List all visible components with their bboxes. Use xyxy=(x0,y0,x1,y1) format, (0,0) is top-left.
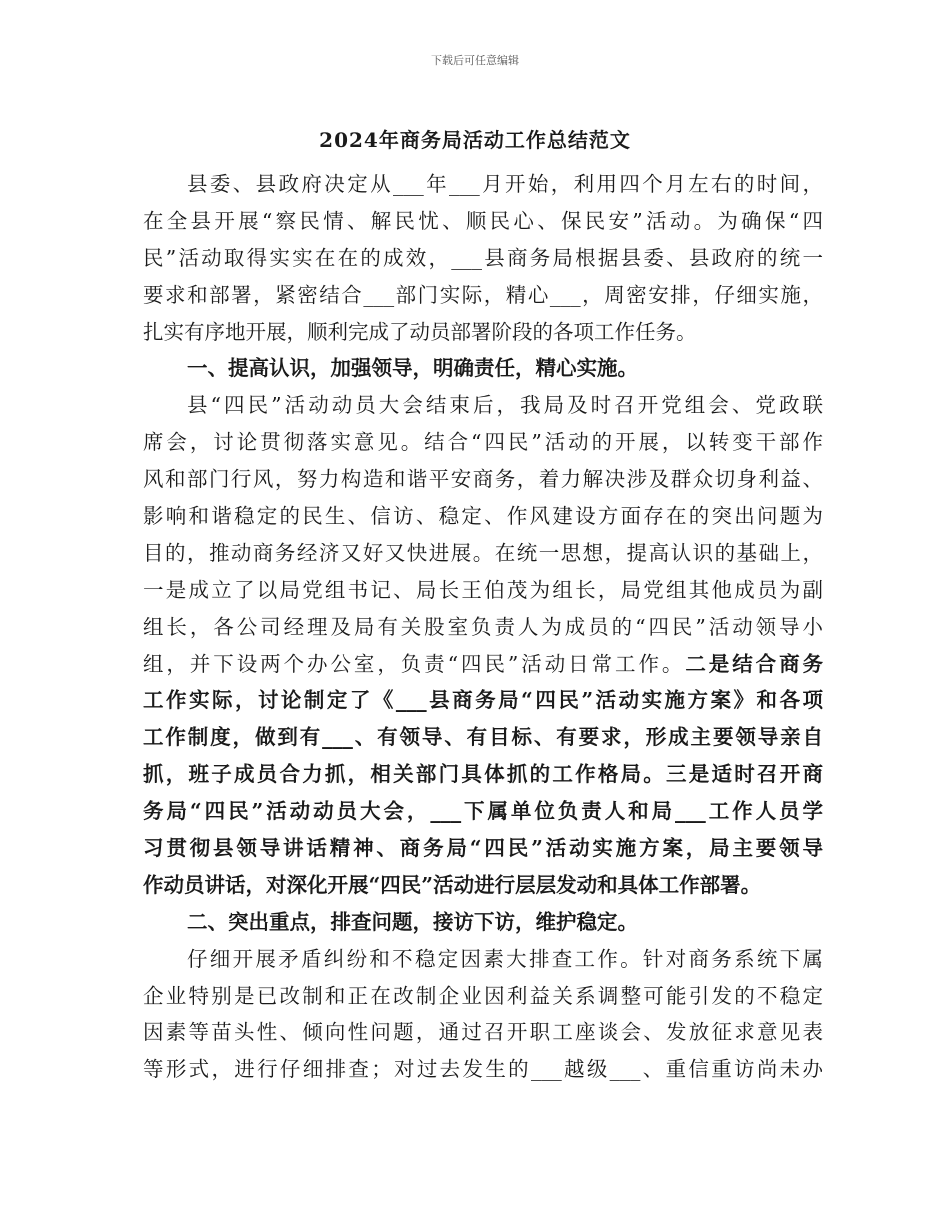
text-line xyxy=(143,978,823,1015)
text-line xyxy=(143,756,823,793)
bold-text-segment: 一、提高认识，加强领导，明确责任，精心实施。 xyxy=(187,356,638,381)
text-line xyxy=(143,350,823,387)
text-line xyxy=(143,904,823,941)
text-segment: 风和部门行风，努力构造和谐平安商务，着力解决涉及群众切身利益、 xyxy=(143,467,823,492)
bold-text-segment: 作动员讲话，对深化开展“四民”活动进行层层发动和具体工作部署。 xyxy=(143,872,762,897)
text-segment: 扎实有序地开展，顺利完成了动员部署阶段的各项工作任务。 xyxy=(143,319,697,344)
text-line xyxy=(143,719,823,756)
bold-text-segment: 习贯彻县领导讲话精神、商务局“四民”活动实施方案，局主要领导 xyxy=(143,836,823,861)
text-line xyxy=(143,646,823,683)
text-line xyxy=(143,793,823,830)
text-line xyxy=(143,830,823,867)
bold-text-segment: 二、突出重点，排查问题，接访下访，维护稳定。 xyxy=(187,909,638,934)
text-segment: 在全县开展“察民情、解民忧、顺民心、保民安”活动。为确保“四 xyxy=(143,208,823,233)
text-line xyxy=(143,1014,823,1051)
text-segment: 一是成立了以局党组书记、局长王伯茂为组长，局党组其他成员为副 xyxy=(143,577,823,602)
text-segment: 目的，推动商务经济又好又快进展。在统一思想，提高认识的基础上， xyxy=(143,540,823,565)
text-line xyxy=(143,682,823,719)
text-line xyxy=(143,166,823,203)
text-line xyxy=(143,867,823,904)
text-segment: 组，并下设两个办公室，负责“四民”活动日常工作。 xyxy=(143,651,686,676)
bold-text-segment: 工作制度，做到有___、有领导、有目标、有要求，形成主要领导亲自 xyxy=(143,725,823,750)
text-line xyxy=(143,498,823,535)
text-line xyxy=(143,609,823,646)
text-segment: 要求和部署，紧密结合___部门实际，精心___，周密安排，仔细实施， xyxy=(143,282,823,307)
bold-text-segment: 务局“四民”活动动员大会，___下属单位负责人和局___工作人员学 xyxy=(143,799,823,824)
text-line xyxy=(143,387,823,424)
text-line xyxy=(143,1051,823,1088)
text-line xyxy=(143,240,823,277)
text-line xyxy=(143,314,823,351)
text-segment: 等形式，进行仔细排查；对过去发生的___越级___、重信重访尚未办 xyxy=(143,1057,823,1082)
text-line xyxy=(143,203,823,240)
text-segment: 组长，各公司经理及局有关股室负责人为成员的“四民”活动领导小 xyxy=(143,614,823,639)
text-line xyxy=(143,424,823,461)
text-line xyxy=(143,461,823,498)
text-line xyxy=(143,277,823,314)
text-segment: 民”活动取得实实在在的成效，___县商务局根据县委、县政府的统一 xyxy=(143,245,823,270)
text-line xyxy=(143,941,823,978)
text-segment: 企业特别是已改制和正在改制企业因利益关系调整可能引发的不稳定 xyxy=(143,983,823,1008)
bold-text-segment: 二是结合商务 xyxy=(685,651,823,676)
page-header-note: 下载后可任意编辑 xyxy=(431,54,519,67)
text-segment: 席会，讨论贯彻落实意见。结合“四民”活动的开展，以转变干部作 xyxy=(143,430,823,455)
document-title: 2024年商务局活动工作总结范文 xyxy=(319,128,631,152)
text-segment: 仔细开展矛盾纠纷和不稳定因素大排查工作。针对商务系统下属 xyxy=(187,946,823,971)
document-body xyxy=(143,166,823,1088)
text-segment: 因素等苗头性、倾向性问题，通过召开职工座谈会、发放征求意见表 xyxy=(143,1020,823,1045)
bold-text-segment: 抓，班子成员合力抓，相关部门具体抓的工作格局。三是适时召开商 xyxy=(143,762,823,787)
text-line xyxy=(143,535,823,572)
text-segment: 县“四民”活动动员大会结束后，我局及时召开党组会、党政联 xyxy=(187,393,823,418)
bold-text-segment: 工作实际，讨论制定了《___县商务局“四民”活动实施方案》和各项 xyxy=(143,688,823,713)
text-line xyxy=(143,572,823,609)
text-segment: 影响和谐稳定的民生、信访、稳定、作风建设方面存在的突出问题为 xyxy=(143,504,823,529)
text-segment: 县委、县政府决定从___年___月开始，利用四个月左右的时间， xyxy=(187,172,823,196)
